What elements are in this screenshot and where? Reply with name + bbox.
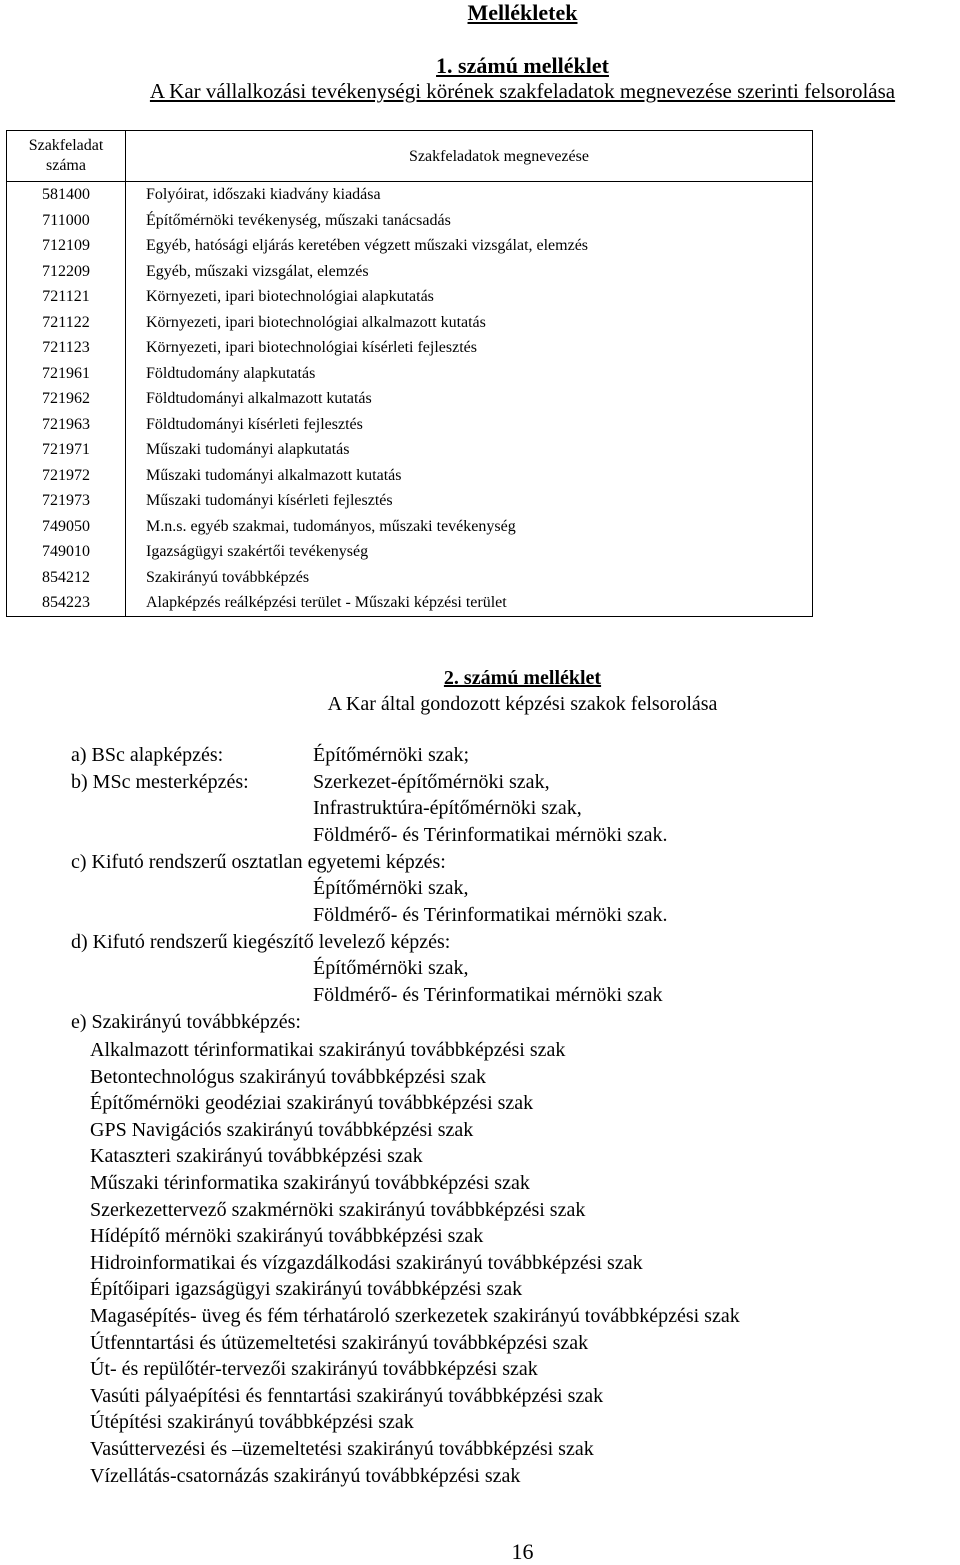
table-row bbox=[7, 463, 813, 489]
b-item: Földmérő- és Térinformatikai mérnöki szak. bbox=[313, 824, 668, 846]
a-label: a) BSc alapképzés: bbox=[71, 744, 224, 766]
row-code: 721123 bbox=[7, 335, 126, 361]
row-code: 721972 bbox=[7, 463, 126, 489]
row-name: Egyéb, műszaki vizsgálat, elemzés bbox=[126, 259, 813, 285]
e-item: Hidroinformatikai és vízgazdálkodási szakirányú továbbképzési szak bbox=[90, 1251, 643, 1274]
e-item: Útfenntartási és útüzemeltetési szakirányú továbbképzési szak bbox=[90, 1331, 589, 1354]
a-item: Építőmérnöki szak; bbox=[313, 744, 470, 766]
row-name: Folyóirat, időszaki kiadvány kiadása bbox=[126, 182, 813, 208]
d-item: Építőmérnöki szak, bbox=[313, 957, 469, 979]
row-name: Környezeti, ipari biotechnológiai alapkutatás bbox=[126, 284, 813, 310]
row-code: 581400 bbox=[7, 182, 126, 208]
row-code: 712209 bbox=[7, 259, 126, 285]
e-item: Szerkezettervező szakmérnöki szakirányú továbbképzési szak bbox=[90, 1198, 586, 1221]
row-code: 721962 bbox=[7, 386, 126, 412]
table-row bbox=[7, 539, 813, 565]
row-name: Műszaki tudományi alkalmazott kutatás bbox=[126, 463, 813, 489]
e-item: Műszaki térinformatika szakirányú továbbképzési szak bbox=[90, 1172, 530, 1194]
c-item: Építőmérnöki szak, bbox=[313, 877, 469, 899]
e-item: Magasépítés- üveg és fém térhatároló szerkezetek szakirányú továbbképzési szak bbox=[90, 1305, 740, 1327]
row-name: Műszaki tudományi alapkutatás bbox=[126, 437, 813, 463]
row-code: 721122 bbox=[7, 310, 126, 336]
row-code: 721961 bbox=[7, 361, 126, 387]
row-code: 749010 bbox=[7, 539, 126, 565]
row-name: Igazságügyi szakértői tevékenység bbox=[126, 539, 813, 565]
table-row bbox=[7, 412, 813, 438]
row-name: Egyéb, hatósági eljárás keretében végzett műszaki vizsgálat, elemzés bbox=[126, 233, 813, 259]
row-name: Építőmérnöki tevékenység, műszaki tanácsadás bbox=[126, 208, 813, 234]
header-code: Szakfeladat száma bbox=[7, 131, 126, 182]
row-name: Szakirányú továbbképzés bbox=[126, 565, 813, 591]
row-name: Földtudományi alkalmazott kutatás bbox=[126, 386, 813, 412]
table-row bbox=[7, 565, 813, 591]
header-name: Szakfeladatok megnevezése bbox=[126, 131, 813, 182]
e-item: Útépítési szakirányú továbbképzési szak bbox=[90, 1411, 414, 1434]
row-code: 711000 bbox=[7, 208, 126, 234]
table-row bbox=[7, 310, 813, 336]
table-row bbox=[7, 284, 813, 310]
b-item: Infrastruktúra-építőmérnöki szak, bbox=[313, 797, 582, 819]
annex2-number: 2. számú melléklet bbox=[443, 667, 602, 689]
b-item: Szerkezet-építőmérnöki szak, bbox=[313, 771, 550, 793]
annex1-title: A Kar vállalkozási tevékenységi körének szakfeladatok megnevezése szerinti felsorolása bbox=[149, 79, 896, 103]
d-label: d) Kifutó rendszerű kiegészítő levelező képzés: bbox=[71, 931, 451, 953]
e-item: Vízellátás-csatornázás szakirányú továbbképzési szak bbox=[90, 1464, 521, 1487]
row-code: 721973 bbox=[7, 488, 126, 514]
table-row bbox=[7, 514, 813, 540]
page-number: 16 bbox=[511, 1539, 534, 1564]
row-name: Környezeti, ipari biotechnológiai kísérleti fejlesztés bbox=[126, 335, 813, 361]
e-item: GPS Navigációs szakirányú továbbképzési szak bbox=[90, 1118, 474, 1141]
row-code: 712109 bbox=[7, 233, 126, 259]
row-code: 721971 bbox=[7, 437, 126, 463]
table-row bbox=[7, 361, 813, 387]
row-code: 854223 bbox=[7, 590, 126, 616]
e-item: Hídépítő mérnöki szakirányú továbbképzési szak bbox=[90, 1225, 484, 1248]
c-item: Földmérő- és Térinformatikai mérnöki szak. bbox=[313, 904, 668, 926]
row-name: Alapképzés reálképzési terület - Műszaki képzési terület bbox=[126, 590, 813, 616]
table-header-row bbox=[7, 131, 813, 182]
row-name: Földtudomány alapkutatás bbox=[126, 361, 813, 387]
d-item: Földmérő- és Térinformatikai mérnöki szak bbox=[313, 984, 663, 1006]
e-item: Alkalmazott térinformatikai szakirányú továbbképzési szak bbox=[90, 1039, 566, 1061]
e-item: Vasúttervezési és –üzemeltetési szakirányú továbbképzési szak bbox=[90, 1438, 594, 1460]
e-item: Építőipari igazságügyi szakirányú továbbképzési szak bbox=[90, 1278, 523, 1301]
row-name: Földtudományi kísérleti fejlesztés bbox=[126, 412, 813, 438]
row-name: Műszaki tudományi kísérleti fejlesztés bbox=[126, 488, 813, 514]
row-code: 721121 bbox=[7, 284, 126, 310]
annex2-title: A Kar által gondozott képzési szakok felsorolása bbox=[327, 693, 718, 715]
table-row bbox=[7, 182, 813, 208]
table-row bbox=[7, 488, 813, 514]
annex1-number: 1. számú melléklet bbox=[436, 53, 609, 78]
e-item: Út- és repülőtér-tervezői szakirányú továbbképzési szak bbox=[90, 1358, 538, 1381]
activity-table bbox=[6, 130, 813, 617]
table-row bbox=[7, 259, 813, 285]
table-row bbox=[7, 208, 813, 234]
table-row bbox=[7, 335, 813, 361]
e-item: Építőmérnöki geodéziai szakirányú továbbképzési szak bbox=[90, 1092, 534, 1115]
table-row bbox=[7, 590, 813, 616]
row-name: M.n.s. egyéb szakmai, tudományos, műszaki tevékenység bbox=[126, 514, 813, 540]
e-label: e) Szakirányú továbbképzés: bbox=[71, 1011, 301, 1033]
row-code: 721963 bbox=[7, 412, 126, 438]
e-item: Vasúti pályaépítési és fenntartási szakirányú továbbképzési szak bbox=[90, 1384, 604, 1407]
c-label: c) Kifutó rendszerű osztatlan egyetemi képzés: bbox=[71, 851, 446, 873]
e-item: Betontechnológus szakirányú továbbképzési szak bbox=[90, 1065, 486, 1088]
section-title: Mellékletek bbox=[467, 0, 578, 25]
table-row bbox=[7, 386, 813, 412]
row-code: 854212 bbox=[7, 565, 126, 591]
e-item: Kataszteri szakirányú továbbképzési szak bbox=[90, 1145, 423, 1168]
table-row bbox=[7, 233, 813, 259]
row-code: 749050 bbox=[7, 514, 126, 540]
table-row bbox=[7, 437, 813, 463]
b-label: b) MSc mesterképzés: bbox=[71, 771, 249, 793]
row-name: Környezeti, ipari biotechnológiai alkalmazott kutatás bbox=[126, 310, 813, 336]
